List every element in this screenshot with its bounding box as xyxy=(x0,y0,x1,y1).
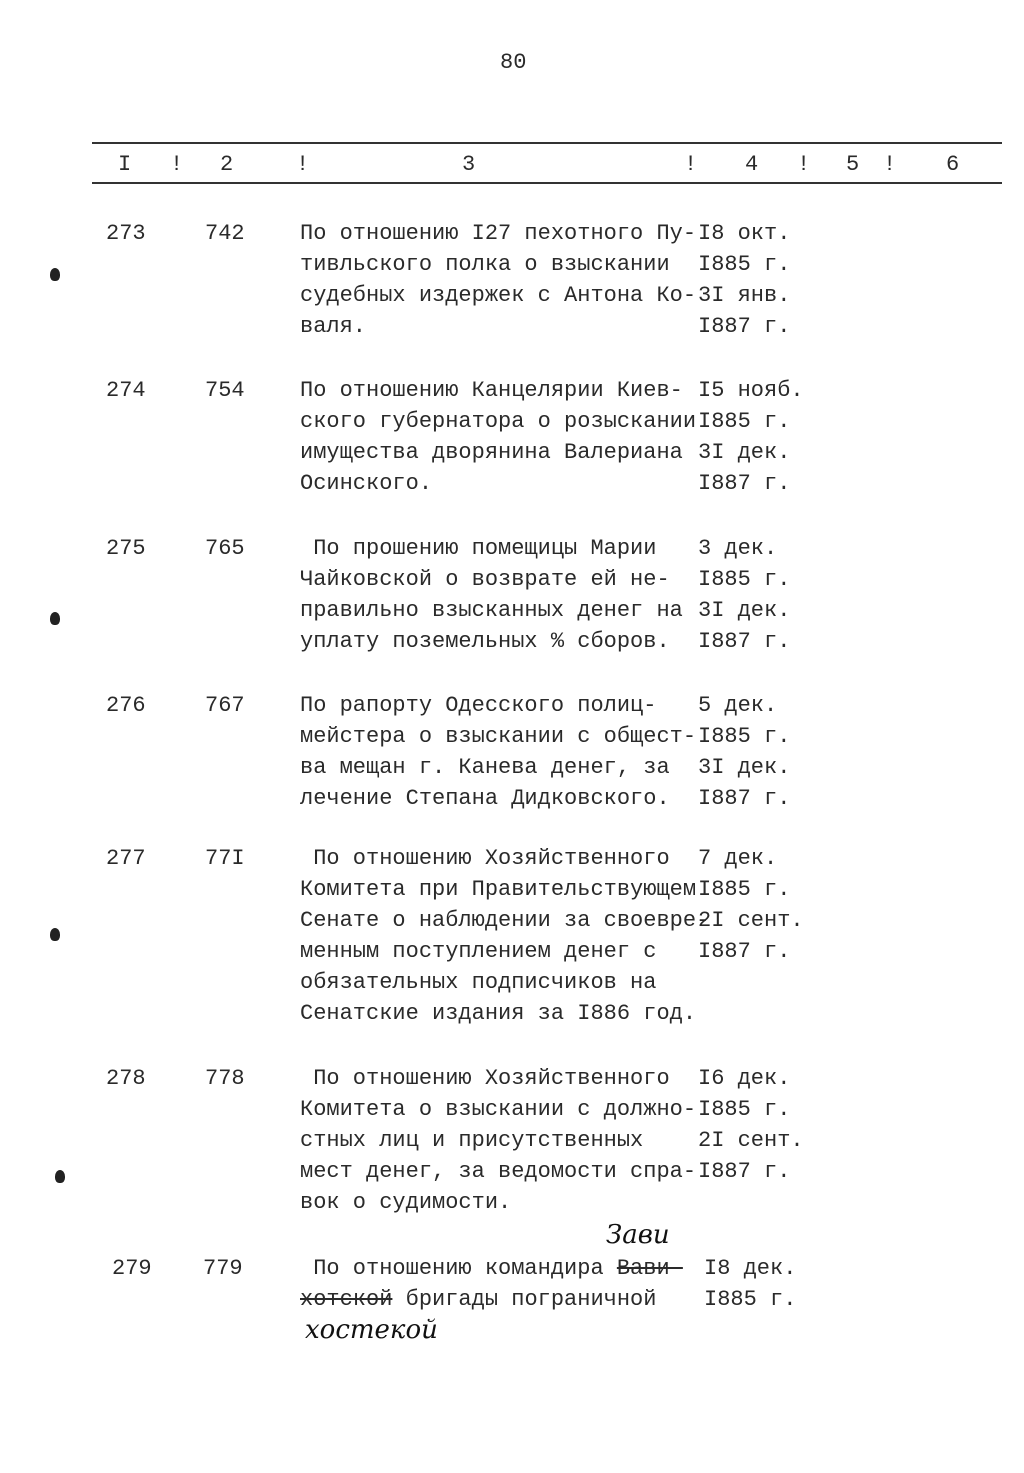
description-line: правильно взысканных денег на xyxy=(300,598,683,623)
column-separator: ! xyxy=(684,152,698,177)
date-line: I887 г. xyxy=(698,1159,791,1184)
entry-code: 778 xyxy=(205,1066,245,1091)
date-line: I6 дек. xyxy=(698,1066,791,1091)
description-line: По отношению Хозяйственного xyxy=(300,1066,670,1091)
column-separator: ! xyxy=(797,152,811,177)
column-header: 3 xyxy=(462,152,476,177)
description-line: По прошению помещицы Марии xyxy=(300,536,657,561)
date-line: I5 нояб. xyxy=(698,378,804,403)
entry-number: 278 xyxy=(106,1066,146,1091)
header-top-rule xyxy=(92,142,1002,144)
date-line: I885 г. xyxy=(698,409,791,434)
description-text: бригады пограничной xyxy=(392,1287,657,1312)
column-header: 6 xyxy=(946,152,960,177)
description-line: Осинского. xyxy=(300,471,433,496)
entry-code: 779 xyxy=(203,1256,243,1281)
description-line: ского губернатора о розыскании xyxy=(300,409,697,434)
date-line: 2I сент. xyxy=(698,1128,804,1153)
date-line: I885 г. xyxy=(698,567,791,592)
entry-number: 274 xyxy=(106,378,146,403)
description-line: По отношению Канцелярии Киев- xyxy=(300,378,683,403)
date-line: 3I дек. xyxy=(698,755,791,780)
description-line: обязательных подписчиков на xyxy=(300,970,657,995)
date-line: I887 г. xyxy=(698,471,791,496)
entry-number: 273 xyxy=(106,221,146,246)
date-line: I885 г. xyxy=(704,1287,797,1312)
date-line: I885 г. xyxy=(698,877,791,902)
column-header: 4 xyxy=(745,152,759,177)
column-header: I xyxy=(118,152,132,177)
column-header: 2 xyxy=(220,152,234,177)
description-line: Чайковской о возврате ей не- xyxy=(300,567,670,592)
description-line: имущества дворянина Валериана xyxy=(300,440,683,465)
description-line xyxy=(300,1253,683,1284)
description-line: По рапорту Одесского полиц- xyxy=(300,693,657,718)
date-line: 3I янв. xyxy=(698,283,791,308)
entry-code: 765 xyxy=(205,536,245,561)
header-bottom-rule xyxy=(92,182,1002,184)
date-line: I887 г. xyxy=(698,629,791,654)
page-number: 80 xyxy=(500,50,527,75)
date-line: I8 окт. xyxy=(698,221,791,246)
entry-code: 767 xyxy=(205,693,245,718)
column-separator: ! xyxy=(883,152,897,177)
description-line: уплату поземельных % сборов. xyxy=(300,629,670,654)
date-line: 3I дек. xyxy=(698,598,791,623)
handwritten-correction: Зави xyxy=(606,1220,670,1250)
date-line: 2I сент. xyxy=(698,908,804,933)
description-line: Сенате о наблюдении за своевре- xyxy=(300,908,710,933)
date-line: I887 г. xyxy=(698,314,791,339)
column-header: 5 xyxy=(846,152,860,177)
column-separator: ! xyxy=(296,152,310,177)
date-line: I885 г. xyxy=(698,1097,791,1122)
description-line: Комитета о взыскании с должно- xyxy=(300,1097,697,1122)
entry-number: 277 xyxy=(106,846,146,871)
description-line: ва мещан г. Канева денег, за xyxy=(300,755,670,780)
date-line: I8 дек. xyxy=(704,1256,797,1281)
description-line: вок о судимости. xyxy=(300,1190,512,1215)
punch-hole-mark xyxy=(50,928,60,941)
description-line: судебных издержек с Антона Ко- xyxy=(300,283,697,308)
date-line: I885 г. xyxy=(698,252,791,277)
description-line: По отношению Хозяйственного xyxy=(300,846,670,871)
date-line: I887 г. xyxy=(698,786,791,811)
struck-text: хотской xyxy=(300,1287,393,1312)
date-line: I885 г. xyxy=(698,724,791,749)
description-line: тивльского полка о взыскании xyxy=(300,252,670,277)
description-line: Комитета при Правительствующем xyxy=(300,877,697,902)
punch-hole-mark xyxy=(50,612,60,625)
description-text: По отношению командира xyxy=(300,1256,617,1281)
description-line: валя. xyxy=(300,314,367,339)
handwritten-correction: хостекой xyxy=(305,1315,438,1345)
entry-number: 275 xyxy=(106,536,146,561)
description-line: мейстера о взыскании с общест- xyxy=(300,724,697,749)
date-line: 3 дек. xyxy=(698,536,778,561)
date-line: 3I дек. xyxy=(698,440,791,465)
punch-hole-mark xyxy=(50,268,60,281)
column-separator: ! xyxy=(170,152,184,177)
date-line: I887 г. xyxy=(698,939,791,964)
description-line: стных лиц и присутственных xyxy=(300,1128,644,1153)
struck-text: Вави- xyxy=(616,1256,683,1281)
description-line: менным поступлением денег с xyxy=(300,939,657,964)
date-line: 5 дек. xyxy=(698,693,778,718)
entry-number: 279 xyxy=(112,1256,152,1281)
description-line: Сенатские издания за I886 год. xyxy=(300,1001,697,1026)
date-line: 7 дек. xyxy=(698,846,778,871)
description-line: По отношению I27 пехотного Пу- xyxy=(300,221,697,246)
entry-code: 754 xyxy=(205,378,245,403)
description-line: мест денег, за ведомости спра- xyxy=(300,1159,697,1184)
description-line: лечение Степана Дидковского. xyxy=(300,786,670,811)
entry-code: 742 xyxy=(205,221,245,246)
description-line xyxy=(300,1284,656,1315)
punch-hole-mark xyxy=(55,1170,65,1183)
entry-code: 77I xyxy=(205,846,245,871)
entry-number: 276 xyxy=(106,693,146,718)
